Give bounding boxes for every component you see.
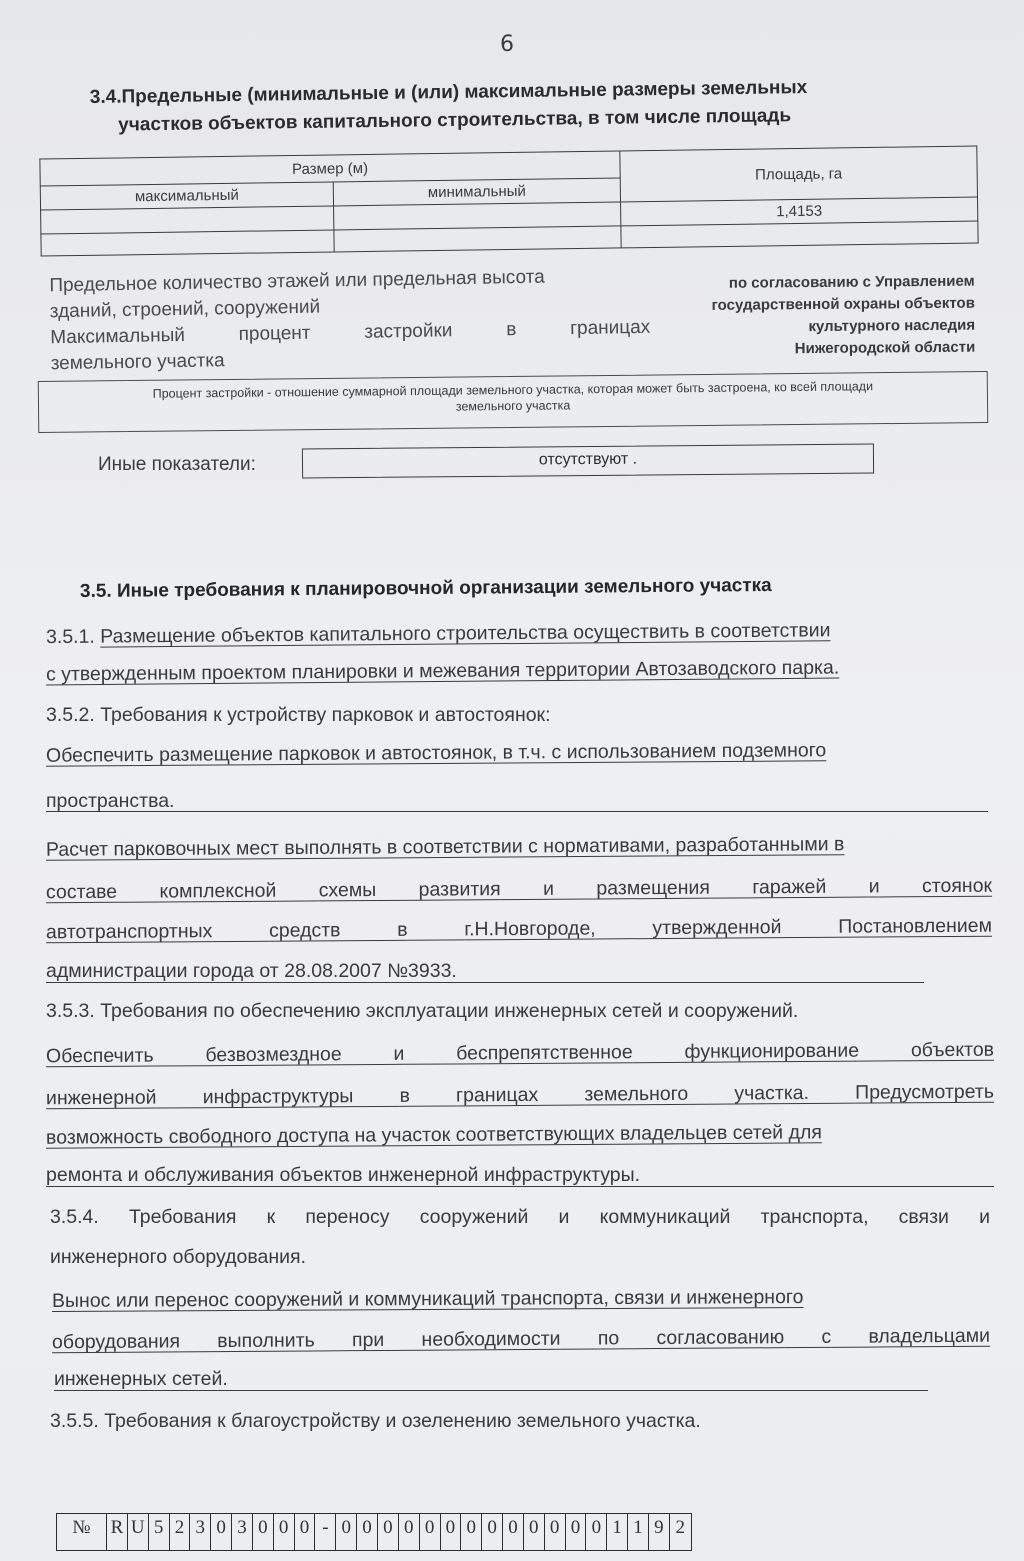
registration-number-cell: 0 — [378, 1514, 399, 1550]
word: коммуникаций — [599, 1206, 731, 1228]
cultural-line: культурного наследия — [808, 316, 976, 336]
other-indicators-label: Иные показатели: — [98, 454, 256, 475]
p353-a-line4 — [46, 1164, 994, 1187]
registration-number-strip — [56, 1513, 692, 1551]
registration-number-cell: 0 — [441, 1514, 462, 1550]
note-line1: Процент застройки - отношение суммарной площади земельного участка, которая может быть застроена, ко всей площади — [152, 379, 874, 401]
p354-heading-line1 — [50, 1206, 990, 1229]
area-value: 1,4153 — [621, 197, 978, 226]
word: гаражей — [752, 875, 827, 899]
registration-number-cell: 0 — [545, 1514, 566, 1550]
word: Постановлением — [838, 914, 993, 938]
p352-b-line2 — [46, 875, 992, 905]
word: выполнить — [217, 1329, 315, 1353]
cultural-line: государственной охраны объектов — [711, 294, 975, 314]
word: безвозмездное — [205, 1043, 342, 1067]
registration-number-cell: 3 — [190, 1514, 211, 1550]
word: при — [351, 1328, 385, 1352]
floors-line1: Предельное количество этажей или предельная высота — [49, 266, 545, 297]
p352-b-line4-text: администрации города от 28.08.2007 №3933. — [46, 960, 457, 982]
max-size-label: максимальный — [40, 182, 333, 210]
word: функционирование — [684, 1039, 860, 1063]
word: утвержденной — [652, 916, 782, 940]
registration-number-cell: 0 — [461, 1514, 482, 1550]
word: и — [868, 875, 880, 898]
word: г.Н.Новгороде, — [464, 917, 596, 941]
page-number: 6 — [500, 32, 514, 57]
registration-number-cell: 1 — [628, 1514, 649, 1550]
registration-number-cell: 3 — [232, 1514, 253, 1550]
section-3-5-heading: 3.5. Иные требования к планировочной организации земельного участка — [79, 574, 772, 603]
word: участка. — [734, 1081, 810, 1105]
max-size-empty — [41, 230, 334, 256]
registration-number-cell: - — [315, 1514, 336, 1550]
registration-number-cell: 0 — [586, 1514, 607, 1550]
coverage-word: застройки — [364, 320, 453, 343]
area-header: Площадь, га — [620, 146, 978, 202]
min-size-empty — [334, 226, 621, 252]
coverage-definition-note — [38, 371, 988, 433]
registration-number-cell: 0 — [482, 1514, 503, 1550]
registration-number-cell: 0 — [336, 1514, 357, 1550]
registration-number-cell: 1 — [607, 1514, 628, 1550]
p353-a-line1 — [46, 1039, 994, 1069]
coverage-word: Максимальный — [50, 324, 186, 349]
registration-number-cell: 0 — [503, 1514, 524, 1550]
word: в — [399, 1084, 410, 1107]
registration-number-cell: 2 — [170, 1514, 191, 1550]
registration-number-cell: 0 — [399, 1514, 420, 1550]
p354-a-line2 — [52, 1325, 990, 1355]
word: 3.5.4. — [50, 1206, 99, 1228]
p352-heading: 3.5.2. Требования к устройству парковок и автостоянок: — [46, 704, 551, 726]
section-3-4-heading — [90, 72, 951, 140]
word: инженерной — [45, 1086, 157, 1110]
word: с — [821, 1325, 832, 1348]
registration-number-cell: 5 — [149, 1514, 170, 1550]
registration-number-cell: 0 — [295, 1514, 316, 1550]
registration-number-cell: U — [128, 1514, 149, 1550]
word: объектов — [910, 1038, 995, 1062]
registration-number-cell: 2 — [675, 1517, 685, 1538]
section-3-4-line1: 3.4.Предельные (минимальные и (или) максимальные размеры земельных — [89, 76, 808, 109]
registration-number-cell: 0 — [274, 1514, 295, 1550]
area-empty — [621, 221, 978, 248]
p352-a-line2 — [46, 790, 988, 812]
word: комплексной — [159, 879, 277, 903]
word: инфраструктуры — [202, 1085, 354, 1109]
registration-number-sign: № — [57, 1514, 107, 1550]
p351-line2: с утвержденным проектом планировки и межевания территории Автозаводского парка. — [45, 656, 840, 686]
word: границах — [455, 1083, 539, 1107]
word: сооружений — [419, 1206, 529, 1228]
p354-a-line3-text: инженерных сетей. — [54, 1368, 228, 1390]
floors-and-coverage-block — [49, 263, 651, 377]
p351-line1 — [46, 618, 986, 649]
word: и — [558, 1206, 570, 1228]
word: согласованию — [656, 1326, 785, 1350]
size-header: Размер (м) — [40, 151, 620, 186]
word: необходимости — [421, 1327, 561, 1351]
word: и — [979, 1206, 991, 1228]
word: оборудования — [51, 1330, 181, 1354]
p352-b-line3 — [46, 915, 992, 945]
p354-a-line1: Вынос или перенос сооружений и коммуникаций транспорта, связи и инженерного — [51, 1286, 804, 1312]
word: автотранспортных — [45, 920, 213, 944]
registration-number-cell: 0 — [211, 1514, 232, 1550]
word: транспорта, — [760, 1206, 869, 1228]
word: связи — [898, 1206, 949, 1228]
p354-heading-line2: инженерного оборудования. — [50, 1246, 307, 1268]
word: владельцами — [868, 1324, 991, 1348]
word: средств — [268, 919, 341, 942]
p352-b-line4 — [46, 960, 924, 983]
registration-number-cell: 0 — [253, 1514, 274, 1550]
p354-a-line3 — [54, 1368, 928, 1391]
coverage-word: границах — [569, 316, 651, 340]
word: Требования — [128, 1206, 237, 1228]
min-size-label: минимальный — [333, 178, 620, 206]
word: по — [597, 1327, 620, 1350]
registration-number-cell: 9 — [649, 1514, 670, 1550]
cultural-line: Нижегородской области — [794, 338, 976, 358]
registration-number-cell: 0 — [357, 1514, 378, 1550]
word: развития — [418, 878, 501, 901]
word: переносу — [305, 1206, 390, 1228]
registration-number-cell: R — [107, 1514, 128, 1550]
p355-heading: 3.5.5. Требования к благоустройству и озеленению земельного участка. — [50, 1410, 701, 1432]
word: и — [393, 1042, 405, 1065]
p351-text: Размещение объектов капитального строительства осуществить в соответствии — [100, 619, 831, 648]
size-table — [39, 145, 978, 256]
p351-number: 3.5.1. — [45, 625, 95, 649]
word: размещения — [596, 876, 711, 900]
coverage-word: процент — [238, 322, 311, 345]
cultural-heritage-approval — [660, 271, 976, 362]
word: Предусмотреть — [855, 1080, 995, 1104]
word: земельного — [584, 1082, 689, 1106]
coverage-word: в — [506, 319, 517, 341]
word: Обеспечить — [45, 1044, 154, 1068]
p352-b-line1: Расчет парковочных мест выполнять в соответствии с нормативами, разработанными в — [45, 833, 845, 861]
registration-number-cell: 0 — [420, 1514, 441, 1550]
word: составе — [45, 880, 118, 904]
p353-a-line2 — [46, 1081, 994, 1111]
p353-a-line3: возможность свободного доступа на участок соответствующих владельцев сетей для — [45, 1121, 822, 1149]
p352-a-line1: Обеспечить размещение парковок и автостоянок, в т.ч. с использованием подземного — [45, 739, 827, 767]
cultural-line: по согласованию с Управлением — [728, 272, 975, 292]
word: к — [266, 1206, 276, 1228]
word: схемы — [318, 878, 377, 902]
note-line2: земельного участка — [455, 398, 571, 414]
floors-line4: земельного участка — [50, 350, 225, 375]
other-indicators-value: отсутствуют . — [302, 444, 874, 479]
p353-a-line4-text: ремонта и обслуживания объектов инженерной инфраструктуры. — [46, 1164, 641, 1186]
floors-line2: зданий, строений, сооружений — [49, 296, 321, 323]
word: беспрепятственное — [456, 1041, 633, 1065]
section-3-4-line2: участков объектов капитального строительства, в том числе площадь — [118, 105, 792, 136]
p352-a-line2-text: пространства. — [46, 790, 175, 812]
p353-heading: 3.5.3. Требования по обеспечению эксплуатации инженерных сетей и сооружений. — [46, 1000, 799, 1022]
word: и — [542, 877, 555, 900]
registration-number-cell: 0 — [566, 1514, 587, 1550]
word: в — [397, 918, 408, 941]
word: стоянок — [921, 874, 993, 898]
registration-number-cell: 0 — [524, 1514, 545, 1550]
